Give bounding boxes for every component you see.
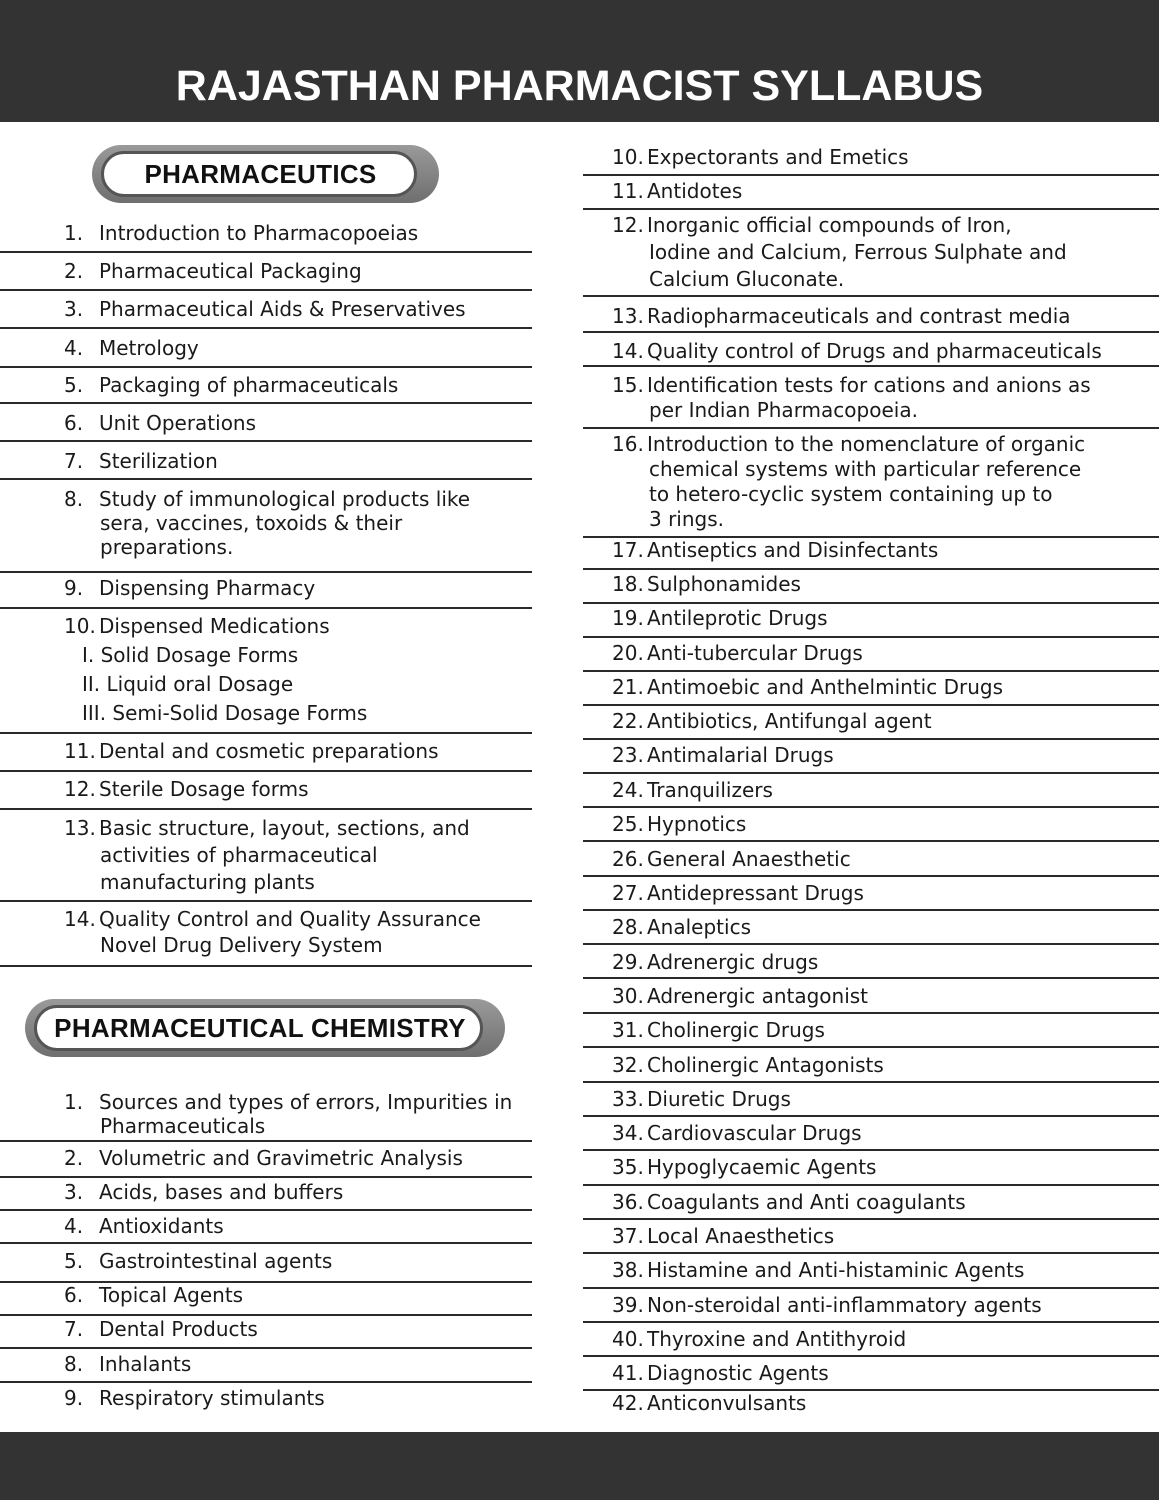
- divider: [583, 208, 1159, 210]
- item-number: 5.: [64, 1249, 84, 1273]
- divider: [583, 1321, 1159, 1323]
- item-text: Coagulants and Anti coagulants: [647, 1190, 966, 1214]
- item-number: 23.: [612, 743, 644, 767]
- item-text: Inorganic official compounds of Iron,: [647, 213, 1012, 237]
- item-text: Diagnostic Agents: [647, 1361, 829, 1385]
- item-number: 29.: [612, 950, 644, 974]
- item-number: 17.: [612, 538, 644, 562]
- item-text: Dispensing Pharmacy: [99, 576, 316, 600]
- item-text: Antioxidants: [99, 1214, 224, 1238]
- item-number: 39.: [612, 1293, 644, 1317]
- item-number: 11.: [612, 179, 644, 203]
- item-text: Adrenergic drugs: [647, 950, 819, 974]
- item-text: Thyroxine and Antithyroid: [647, 1327, 907, 1351]
- divider: [0, 1381, 532, 1383]
- divider: [0, 251, 532, 253]
- item-text: Anti-tubercular Drugs: [647, 641, 863, 665]
- item-number: 27.: [612, 881, 644, 905]
- divider: [583, 365, 1159, 367]
- item-number: 13.: [64, 816, 96, 840]
- divider: [0, 607, 532, 609]
- divider: [583, 636, 1159, 638]
- item-text: per Indian Pharmacopoeia.: [649, 398, 918, 422]
- item-number: 22.: [612, 709, 644, 733]
- item-number: 7.: [64, 449, 84, 473]
- item-text: Analeptics: [647, 915, 751, 939]
- divider: [583, 1287, 1159, 1289]
- item-text: Hypoglycaemic Agents: [647, 1155, 877, 1179]
- item-number: 14.: [64, 907, 96, 931]
- item-text: Radiopharmaceuticals and contrast media: [647, 304, 1071, 328]
- item-number: 16.: [612, 432, 644, 456]
- divider: [0, 900, 532, 902]
- item-number: 33.: [612, 1087, 644, 1111]
- item-text: manufacturing plants: [100, 870, 315, 894]
- item-text: Pharmaceutical Aids & Preservatives: [99, 297, 466, 321]
- item-number: 1.: [64, 1090, 84, 1114]
- item-number: 6.: [64, 1283, 84, 1307]
- divider: [0, 571, 532, 573]
- item-number: 30.: [612, 984, 644, 1008]
- item-text: activities of pharmaceutical: [100, 843, 378, 867]
- item-number: 4.: [64, 336, 84, 360]
- item-text: Dental Products: [99, 1317, 258, 1341]
- divider: [0, 965, 532, 967]
- item-text: Antimoebic and Anthelmintic Drugs: [647, 675, 1003, 699]
- item-text: Quality control of Drugs and pharmaceuticals: [647, 339, 1102, 363]
- item-number: 32.: [612, 1053, 644, 1077]
- item-text: Cholinergic Drugs: [647, 1018, 825, 1042]
- item-text: Inhalants: [99, 1352, 192, 1376]
- chemistry-heading: PHARMACEUTICAL CHEMISTRY: [54, 1012, 466, 1043]
- pharmaceutics-heading-pill: [92, 145, 439, 203]
- divider: [583, 704, 1159, 706]
- item-number: 2.: [64, 1146, 84, 1170]
- item-number: 19.: [612, 606, 644, 630]
- divider: [0, 1242, 532, 1244]
- divider: [0, 1176, 532, 1178]
- item-text: Packaging of pharmaceuticals: [99, 373, 399, 397]
- divider: [583, 772, 1159, 774]
- item-number: 37.: [612, 1224, 644, 1248]
- item-text: Local Anaesthetics: [647, 1224, 835, 1248]
- item-text: Respiratory stimulants: [99, 1386, 325, 1410]
- pharmaceutics-heading: PHARMACEUTICS: [144, 158, 377, 189]
- item-text: Histamine and Anti-histaminic Agents: [647, 1258, 1025, 1282]
- item-text: I. Solid Dosage Forms: [82, 643, 299, 667]
- item-number: 8.: [64, 487, 84, 511]
- item-text: Topical Agents: [99, 1283, 244, 1307]
- item-number: 2.: [64, 259, 84, 283]
- item-text: Anticonvulsants: [647, 1391, 807, 1415]
- divider: [0, 402, 532, 404]
- item-number: 31.: [612, 1018, 644, 1042]
- item-number: 9.: [64, 576, 84, 600]
- item-number: 35.: [612, 1155, 644, 1179]
- item-text: Gastrointestinal agents: [99, 1249, 333, 1273]
- item-number: 1.: [64, 221, 84, 245]
- item-number: 36.: [612, 1190, 644, 1214]
- item-number: 21.: [612, 675, 644, 699]
- item-text: Introduction to Pharmacopoeias: [99, 221, 419, 245]
- item-number: 11.: [64, 739, 96, 763]
- item-text: Introduction to the nomenclature of organic: [647, 432, 1086, 456]
- item-text: Sterilization: [99, 449, 218, 473]
- item-text: Sulphonamides: [647, 572, 801, 596]
- divider: [0, 327, 532, 329]
- item-text: Diuretic Drugs: [647, 1087, 791, 1111]
- item-text: Quality Control and Quality Assurance: [99, 907, 481, 931]
- item-number: 40.: [612, 1327, 644, 1351]
- chemistry-heading-pill: [25, 999, 505, 1057]
- divider: [583, 1012, 1159, 1014]
- item-number: 14.: [612, 339, 644, 363]
- item-text: Antidepressant Drugs: [647, 881, 864, 905]
- item-text: Adrenergic antagonist: [647, 984, 869, 1008]
- item-text: Non-steroidal anti-inflammatory agents: [647, 1293, 1042, 1317]
- item-number: 8.: [64, 1352, 84, 1376]
- item-number: 10.: [612, 145, 644, 169]
- item-text: Antimalarial Drugs: [647, 743, 834, 767]
- divider: [0, 1314, 532, 1316]
- item-text: Identification tests for cations and anions as: [647, 373, 1091, 397]
- item-text: Unit Operations: [99, 411, 257, 435]
- divider: [583, 1355, 1159, 1357]
- item-number: 28.: [612, 915, 644, 939]
- item-number: 7.: [64, 1317, 84, 1341]
- divider: [583, 806, 1159, 808]
- item-number: 38.: [612, 1258, 644, 1282]
- item-text: Pharmaceutical Packaging: [99, 259, 362, 283]
- divider: [0, 289, 532, 291]
- item-text: to hetero-cyclic system containing up to: [649, 482, 1053, 506]
- item-number: 6.: [64, 411, 84, 435]
- item-number: 13.: [612, 304, 644, 328]
- item-number: 42.: [612, 1391, 644, 1415]
- item-number: 9.: [64, 1386, 84, 1410]
- item-text: chemical systems with particular reference: [649, 457, 1082, 481]
- divider: [583, 875, 1159, 877]
- item-text: sera, vaccines, toxoids & their: [100, 511, 403, 535]
- divider: [583, 1252, 1159, 1254]
- divider: [0, 1347, 532, 1349]
- item-text: Antileprotic Drugs: [647, 606, 828, 630]
- item-text: Calcium Gluconate.: [649, 267, 845, 291]
- item-text: Iodine and Calcium, Ferrous Sulphate and: [649, 240, 1067, 264]
- item-number: 18.: [612, 572, 644, 596]
- divider: [0, 808, 532, 810]
- item-text: Cholinergic Antagonists: [647, 1053, 884, 1077]
- divider: [0, 366, 532, 368]
- item-text: Hypnotics: [647, 812, 747, 836]
- divider: [0, 1140, 532, 1142]
- item-number: 24.: [612, 778, 644, 802]
- item-text: Antiseptics and Disinfectants: [647, 538, 939, 562]
- item-text: 3 rings.: [649, 507, 725, 531]
- divider: [583, 840, 1159, 842]
- item-text: Dental and cosmetic preparations: [99, 739, 439, 763]
- item-text: Acids, bases and buffers: [99, 1180, 344, 1204]
- item-text: General Anaesthetic: [647, 847, 851, 871]
- divider: [583, 427, 1159, 429]
- item-number: 10.: [64, 614, 96, 638]
- divider: [583, 1046, 1159, 1048]
- divider: [583, 1149, 1159, 1151]
- footer-band: [0, 1432, 1159, 1500]
- item-text: Metrology: [99, 336, 199, 360]
- divider: [583, 1081, 1159, 1083]
- item-number: 15.: [612, 373, 644, 397]
- item-text: Antidotes: [647, 179, 743, 203]
- divider: [583, 943, 1159, 945]
- divider: [583, 909, 1159, 911]
- item-text: Novel Drug Delivery System: [100, 933, 383, 957]
- item-number: 3.: [64, 297, 84, 321]
- divider: [583, 1184, 1159, 1186]
- divider: [583, 670, 1159, 672]
- divider: [583, 568, 1159, 570]
- item-number: 26.: [612, 847, 644, 871]
- title-banner: [0, 0, 1159, 122]
- item-number: 4.: [64, 1214, 84, 1238]
- item-number: 25.: [612, 812, 644, 836]
- item-text: Antibiotics, Antifungal agent: [647, 709, 932, 733]
- item-number: 12.: [612, 213, 644, 237]
- item-number: 5.: [64, 373, 84, 397]
- divider: [583, 602, 1159, 604]
- item-text: Sterile Dosage forms: [99, 777, 309, 801]
- divider: [583, 1218, 1159, 1220]
- item-number: 3.: [64, 1180, 84, 1204]
- item-text: preparations.: [100, 535, 234, 559]
- item-text: Cardiovascular Drugs: [647, 1121, 862, 1145]
- divider: [0, 732, 532, 734]
- divider: [583, 738, 1159, 740]
- divider: [583, 1115, 1159, 1117]
- item-number: 12.: [64, 777, 96, 801]
- item-number: 34.: [612, 1121, 644, 1145]
- item-text: Dispensed Medications: [99, 614, 330, 638]
- divider: [583, 174, 1159, 176]
- item-text: Study of immunological products like: [99, 487, 471, 511]
- item-number: 20.: [612, 641, 644, 665]
- item-text: Pharmaceuticals: [100, 1114, 266, 1138]
- divider: [0, 770, 532, 772]
- divider: [0, 478, 532, 480]
- item-text: Volumetric and Gravimetric Analysis: [99, 1146, 463, 1170]
- divider: [583, 977, 1159, 979]
- divider: [0, 1209, 532, 1211]
- item-text: Expectorants and Emetics: [647, 145, 909, 169]
- item-text: Tranquilizers: [647, 778, 773, 802]
- page-title: RAJASTHAN PHARMACIST SYLLABUS: [175, 62, 984, 110]
- item-text: III. Semi-Solid Dosage Forms: [82, 701, 368, 725]
- item-text: Sources and types of errors, Impurities in: [99, 1090, 513, 1114]
- item-text: Basic structure, layout, sections, and: [99, 816, 470, 840]
- item-number: 41.: [612, 1361, 644, 1385]
- divider: [583, 295, 1159, 297]
- item-text: II. Liquid oral Dosage: [82, 672, 294, 696]
- divider: [583, 331, 1159, 333]
- divider: [0, 440, 532, 442]
